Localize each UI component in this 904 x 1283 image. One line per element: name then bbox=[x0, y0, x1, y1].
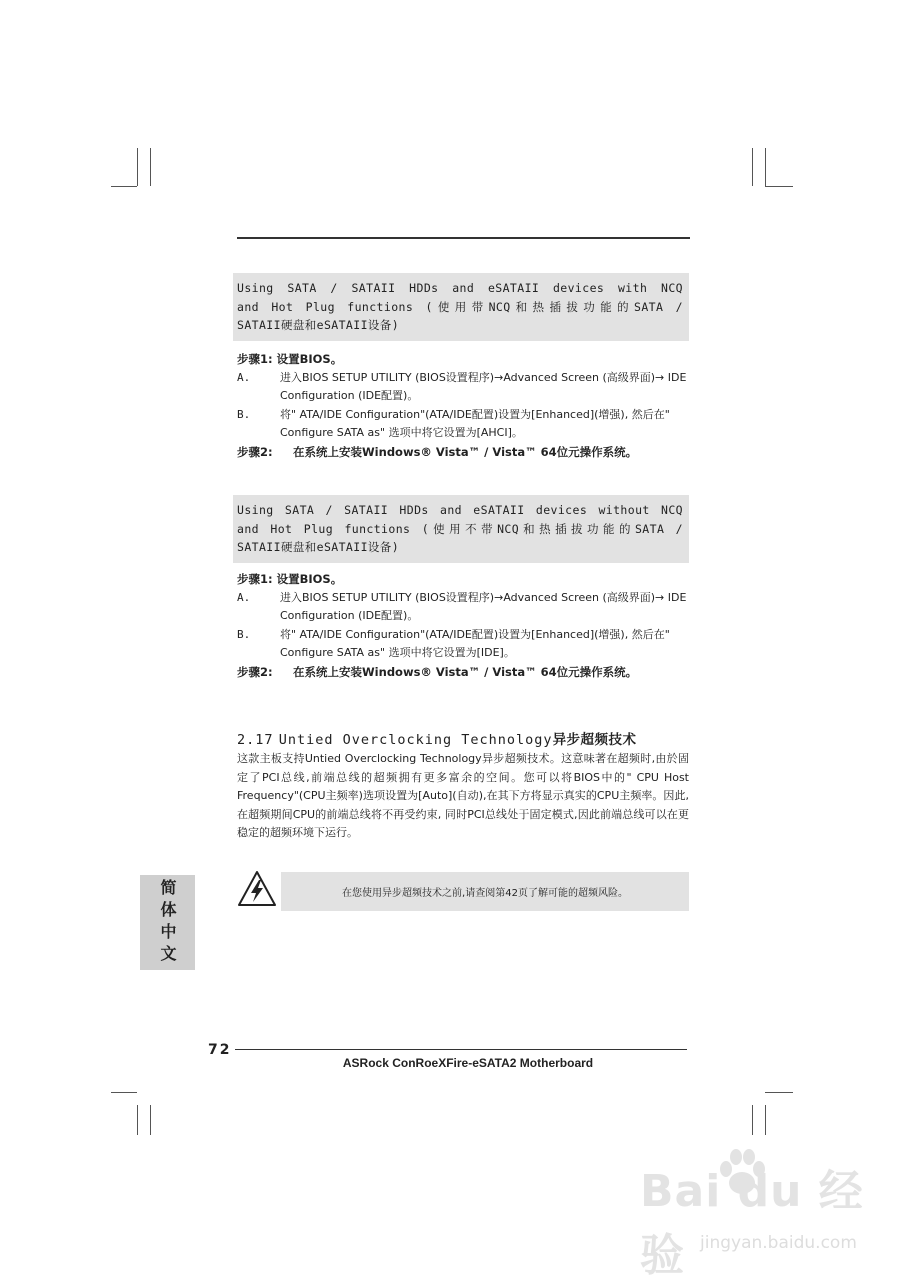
page-number: 72 bbox=[208, 1042, 232, 1058]
crop-mark bbox=[765, 186, 793, 187]
item-text: 将" ATA/IDE Configuration"(ATA/IDE配置)设置为[Enhanced](增强), 然后在" Configure SATA as" 选项中将它设置为[AHCI]。 bbox=[280, 407, 670, 439]
item-label: B. bbox=[237, 627, 251, 641]
section-title-cn: 异步超频技术 bbox=[552, 732, 637, 748]
step2 bbox=[237, 663, 689, 682]
section2-heading-box bbox=[233, 495, 689, 563]
section2-heading-line: Using SATA / SATAII HDDs and eSATAII devices without NCQ bbox=[237, 503, 683, 517]
step1-title: 步骤1: 设置BIOS。 bbox=[237, 352, 343, 366]
crop-mark bbox=[137, 1105, 138, 1135]
section1-heading-line: Using SATA / SATAII HDDs and eSATAII devices with NCQ bbox=[237, 281, 683, 295]
warning-text: 在您使用异步超频技术之前,请查阅第42页了解可能的超频风险。 bbox=[342, 888, 628, 899]
watermark-brand: Bai du 经验 bbox=[640, 1166, 864, 1281]
step2-text: 在系统上安装Windows® Vista™ / Vista™ 64位元操作系统。 bbox=[293, 664, 638, 679]
crop-mark bbox=[111, 186, 137, 187]
crop-mark bbox=[752, 1105, 753, 1135]
step2-label: 步骤2: bbox=[237, 664, 273, 679]
item-label: A. bbox=[237, 590, 251, 604]
section2-heading-line: and Hot Plug functions (使用不带NCQ和热插拔功能的SATA / bbox=[237, 521, 683, 536]
section1-heading-box bbox=[233, 273, 689, 341]
item-label: A. bbox=[237, 370, 251, 384]
warning-box bbox=[281, 872, 689, 911]
footer-product: ASRock ConRoeXFire-eSATA2 Motherboard bbox=[342, 1056, 594, 1070]
crop-mark bbox=[150, 148, 151, 186]
section2-steps bbox=[237, 570, 689, 681]
crop-mark bbox=[752, 148, 753, 186]
warning-icon bbox=[237, 870, 277, 908]
step2-label: 步骤2: bbox=[237, 444, 273, 459]
section2-heading-line: SATAII硬盘和eSATAII设备) bbox=[237, 540, 400, 554]
watermark-url: jingyan.baidu.com bbox=[700, 1233, 857, 1253]
section1-steps bbox=[237, 350, 689, 461]
step-item-b bbox=[237, 406, 689, 443]
step-item-a bbox=[237, 589, 689, 626]
footer-rule bbox=[235, 1049, 687, 1050]
step1-title: 步骤1: 设置BIOS。 bbox=[237, 572, 343, 586]
item-label: B. bbox=[237, 407, 251, 421]
section-title-en: Untied Overclocking Technology bbox=[278, 732, 553, 748]
crop-mark bbox=[765, 1105, 766, 1135]
crop-mark bbox=[150, 1105, 151, 1135]
untied-paragraph: 这款主板支持Untied Overclocking Technology异步超频技术。这意味著在超频时,由於固定了PCI总线,前端总线的超频拥有更多富余的空间。您可以将BIOS中的" CPU Host Frequency"(CPU主频率)选项设置为[Auto](自动),在其下方将显示真实的CPU主频率。因此,在超频期间CPU的前端总线将不再受约束, 同时PCI总线处于固定模式,因此前端总线可以在更稳定的超频环境下运行。 bbox=[237, 752, 689, 839]
language-side-tab: 简体中文 bbox=[140, 875, 195, 970]
crop-mark bbox=[765, 1092, 793, 1093]
crop-mark bbox=[765, 148, 766, 186]
section-title bbox=[237, 728, 637, 748]
section-number: 2.17 bbox=[237, 732, 274, 748]
step2 bbox=[237, 443, 689, 462]
section1-heading-line: and Hot Plug functions (使用带NCQ和热插拔功能的SATA / bbox=[237, 299, 683, 314]
header-rule bbox=[237, 237, 690, 239]
item-text: 将" ATA/IDE Configuration"(ATA/IDE配置)设置为[Enhanced](增强), 然后在" Configure SATA as" 选项中将它设置为[IDE]。 bbox=[280, 627, 670, 659]
crop-mark bbox=[137, 148, 138, 186]
step2-text: 在系统上安装Windows® Vista™ / Vista™ 64位元操作系统。 bbox=[293, 444, 638, 459]
step-item-a bbox=[237, 369, 689, 406]
section1-heading-line: SATAII硬盘和eSATAII设备) bbox=[237, 318, 400, 332]
step-item-b bbox=[237, 626, 689, 663]
crop-mark bbox=[111, 1092, 137, 1093]
item-text: 进入BIOS SETUP UTILITY (BIOS设置程序)→Advanced Screen (高级界面)→ IDE Configuration (IDE配置)。 bbox=[280, 590, 687, 622]
item-text: 进入BIOS SETUP UTILITY (BIOS设置程序)→Advanced Screen (高级界面)→ IDE Configuration (IDE配置)。 bbox=[280, 370, 687, 402]
